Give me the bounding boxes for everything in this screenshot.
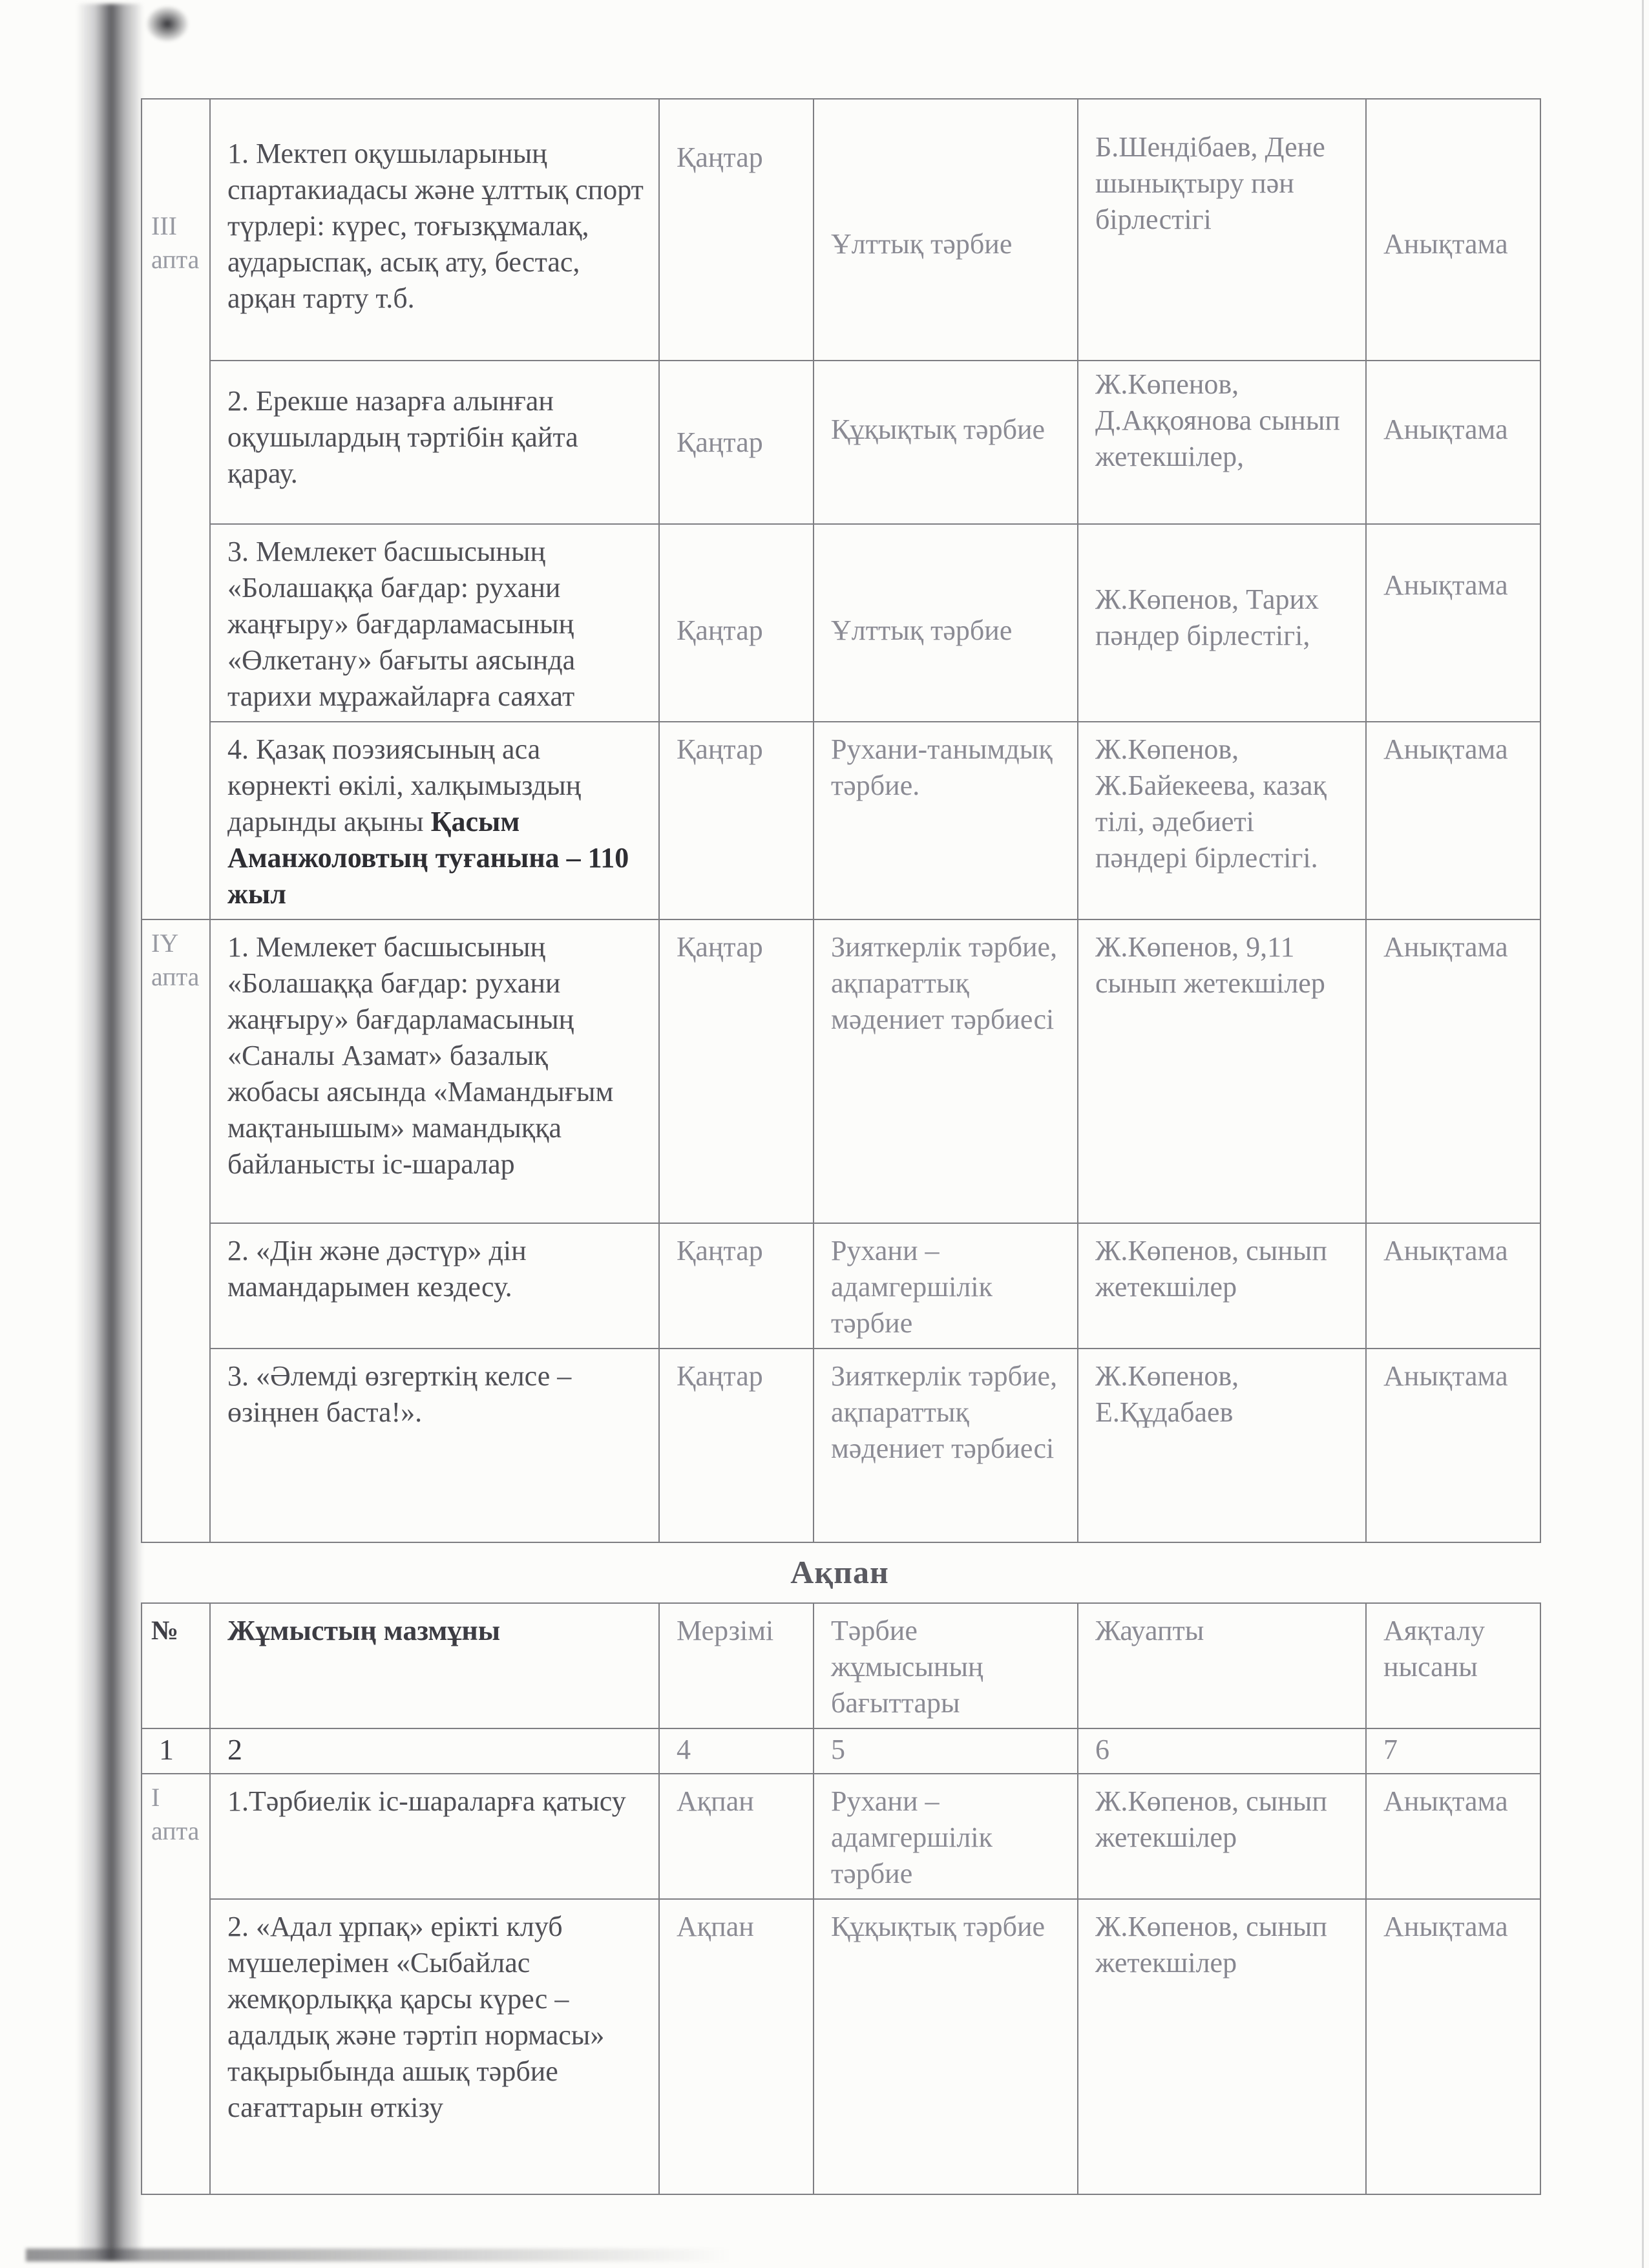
cell-responsible: Ж.Көпенов, Д.Аққоянова сынып жетекшілер, [1078,361,1367,525]
column-header-term: Мерзімі [660,1604,814,1729]
cell-week [142,1900,211,2194]
cell-week [142,722,211,920]
table-header-row [142,1604,1540,1729]
table-row [142,1900,1540,2194]
cell-responsible: Ж.Көпенов, 9,11 сынып жетекшілер [1078,920,1367,1224]
cell-content: 1. Мемлекет басшысының «Болашаққа бағдар: рухани жаңғыру» бағдарламасының «Саналы Азамат» базалық жобасы аясында «Мамандығым мақтанышым» мамандыққа байланысты іс-шаралар [211,920,660,1224]
cell-result: Анықтама [1367,100,1540,361]
table-row [142,100,1540,361]
column-header-result: Аяқталу нысаны [1367,1604,1540,1729]
cell-week [142,525,211,722]
cell-week [142,1224,211,1349]
column-header-number: № [142,1604,211,1729]
cell-direction: Рухани – адамгершілік тәрбие [814,1774,1078,1900]
cell-term: Қаңтар [660,100,814,361]
scan-page-edge [1642,0,1644,2268]
cell-term: Қаңтар [660,1349,814,1542]
cell-responsible: Ж.Көпенов, Ж.Байекеева, казақ тілі, әдебиеті пәндері бірлестігі. [1078,722,1367,920]
table-row [142,1349,1540,1542]
column-header-content: Жұмыстың мазмұны [211,1604,660,1729]
cell-content: 2. «Дін және дәстүр» дін мамандарымен кездесу. [211,1224,660,1349]
january-plan-table [141,98,1541,1543]
cell-term: Қаңтар [660,722,814,920]
cell-term: Ақпан [660,1900,814,2194]
cell-week: I апта [142,1774,211,1900]
cell-week [142,361,211,525]
cell-content: 1.Тәрбиелік іс-шараларға қатысу [211,1774,660,1900]
cell-term: Қаңтар [660,1224,814,1349]
cell-responsible: Ж.Көпенов, сынып жетекшілер [1078,1900,1367,2194]
cell-direction: Құқықтық тәрбие [814,361,1078,525]
cell-direction: Құқықтық тәрбие [814,1900,1078,2194]
cell-week: III апта [142,100,211,361]
table-row [142,525,1540,722]
table-row [142,1774,1540,1900]
column-number: 5 [814,1729,1078,1774]
cell-result: Анықтама [1383,1911,1508,1942]
cell-week [142,1349,211,1542]
column-number: 2 [211,1729,660,1774]
table-row [142,361,1540,525]
cell-result: Анықтама [1383,1360,1508,1392]
cell-term: Ақпан [660,1774,814,1900]
column-number: 6 [1078,1729,1367,1774]
cell-content: 2. «Адал ұрпақ» ерікті клуб мүшелерімен «Сыбайлас жемқорлыққа қарсы күрес – адалдық және тәртіп нормасы» тақырыбында ашық тәрбие сағаттарын өткізу [211,1900,660,2194]
february-plan-table [141,1602,1541,2195]
cell-direction: Ұлттық тәрбие [814,525,1078,722]
cell-responsible: Ж.Көпенов, Тарих пәндер бірлестігі, [1078,525,1367,722]
cell-content: 3. «Әлемді өзгерткің келсе – өзіңнен баста!». [211,1349,660,1542]
cell-direction: Зияткерлік тәрбие, ақпараттық мәдениет тәрбиесі [814,920,1078,1224]
table-row [142,722,1540,920]
cell-content: 2. Ерекше назарға алынған оқушылардың тәртібін қайта қарау. [211,361,660,525]
column-number: 4 [660,1729,814,1774]
column-number-row [142,1729,1540,1774]
cell-result: Анықтама [1367,1224,1540,1349]
table-row [142,920,1540,1224]
cell-result: Анықтама [1367,920,1540,1224]
cell-result: Анықтама [1367,722,1540,920]
cell-term: Қаңтар [660,361,814,525]
month-title: Ақпан [790,1554,889,1590]
cell-responsible: Ж.Көпенов, сынып жетекшілер [1078,1224,1367,1349]
cell-result: Анықтама [1367,1774,1540,1900]
column-header-responsible: Жауапты [1078,1604,1367,1729]
table-row [142,1224,1540,1349]
column-header-direction: Тәрбие жұмысының бағыттары [814,1604,1078,1729]
scan-corner-artifact [145,5,189,43]
cell-content: 4. Қазақ поэзиясының аса көрнекті өкілі, халқымыздың дарынды ақыны Қасым Аманжоловтың туғанына – 110 жыл [211,722,660,920]
cell-responsible: Б.Шендібаев, Дене шынықтыру пән бірлестігі [1078,100,1367,361]
cell-responsible: Ж.Көпенов, сынып жетекшілер [1078,1774,1367,1900]
cell-responsible: Ж.Көпенов, Е.Құдабаев [1078,1349,1367,1542]
book-spine-shadow [76,4,143,2260]
cell-week: ІҮ апта [142,920,211,1224]
cell-content: 3. Мемлекет басшысының «Болашаққа бағдар: рухани жаңғыру» бағдарламасының «Өлкетану» бағыты аясында тарихи мұражайларға саяхат [211,525,660,722]
column-number: 1 [142,1729,211,1774]
cell-result: Анықтама [1367,361,1540,525]
cell-direction: Зияткерлік тәрбие, ақпараттық мәдениет тәрбиесі [814,1349,1078,1542]
column-number: 7 [1367,1729,1540,1774]
cell-term: Қаңтар [660,920,814,1224]
cell-content: 1. Мектеп оқушыларының спартакиадасы және ұлттық спорт түрлері: күрес, тоғызқұмалақ, аударыспақ, асық ату, бестас, арқан тарту т.б. [211,100,660,361]
cell-term: Қаңтар [660,525,814,722]
scan-bottom-shadow [26,2249,769,2262]
cell-direction: Рухани-танымдық тәрбие. [814,722,1078,920]
cell-direction: Ұлттық тәрбие [814,100,1078,361]
cell-result: Анықтама [1367,525,1540,722]
cell-direction: Рухани – адамгершілік тәрбие [814,1224,1078,1349]
